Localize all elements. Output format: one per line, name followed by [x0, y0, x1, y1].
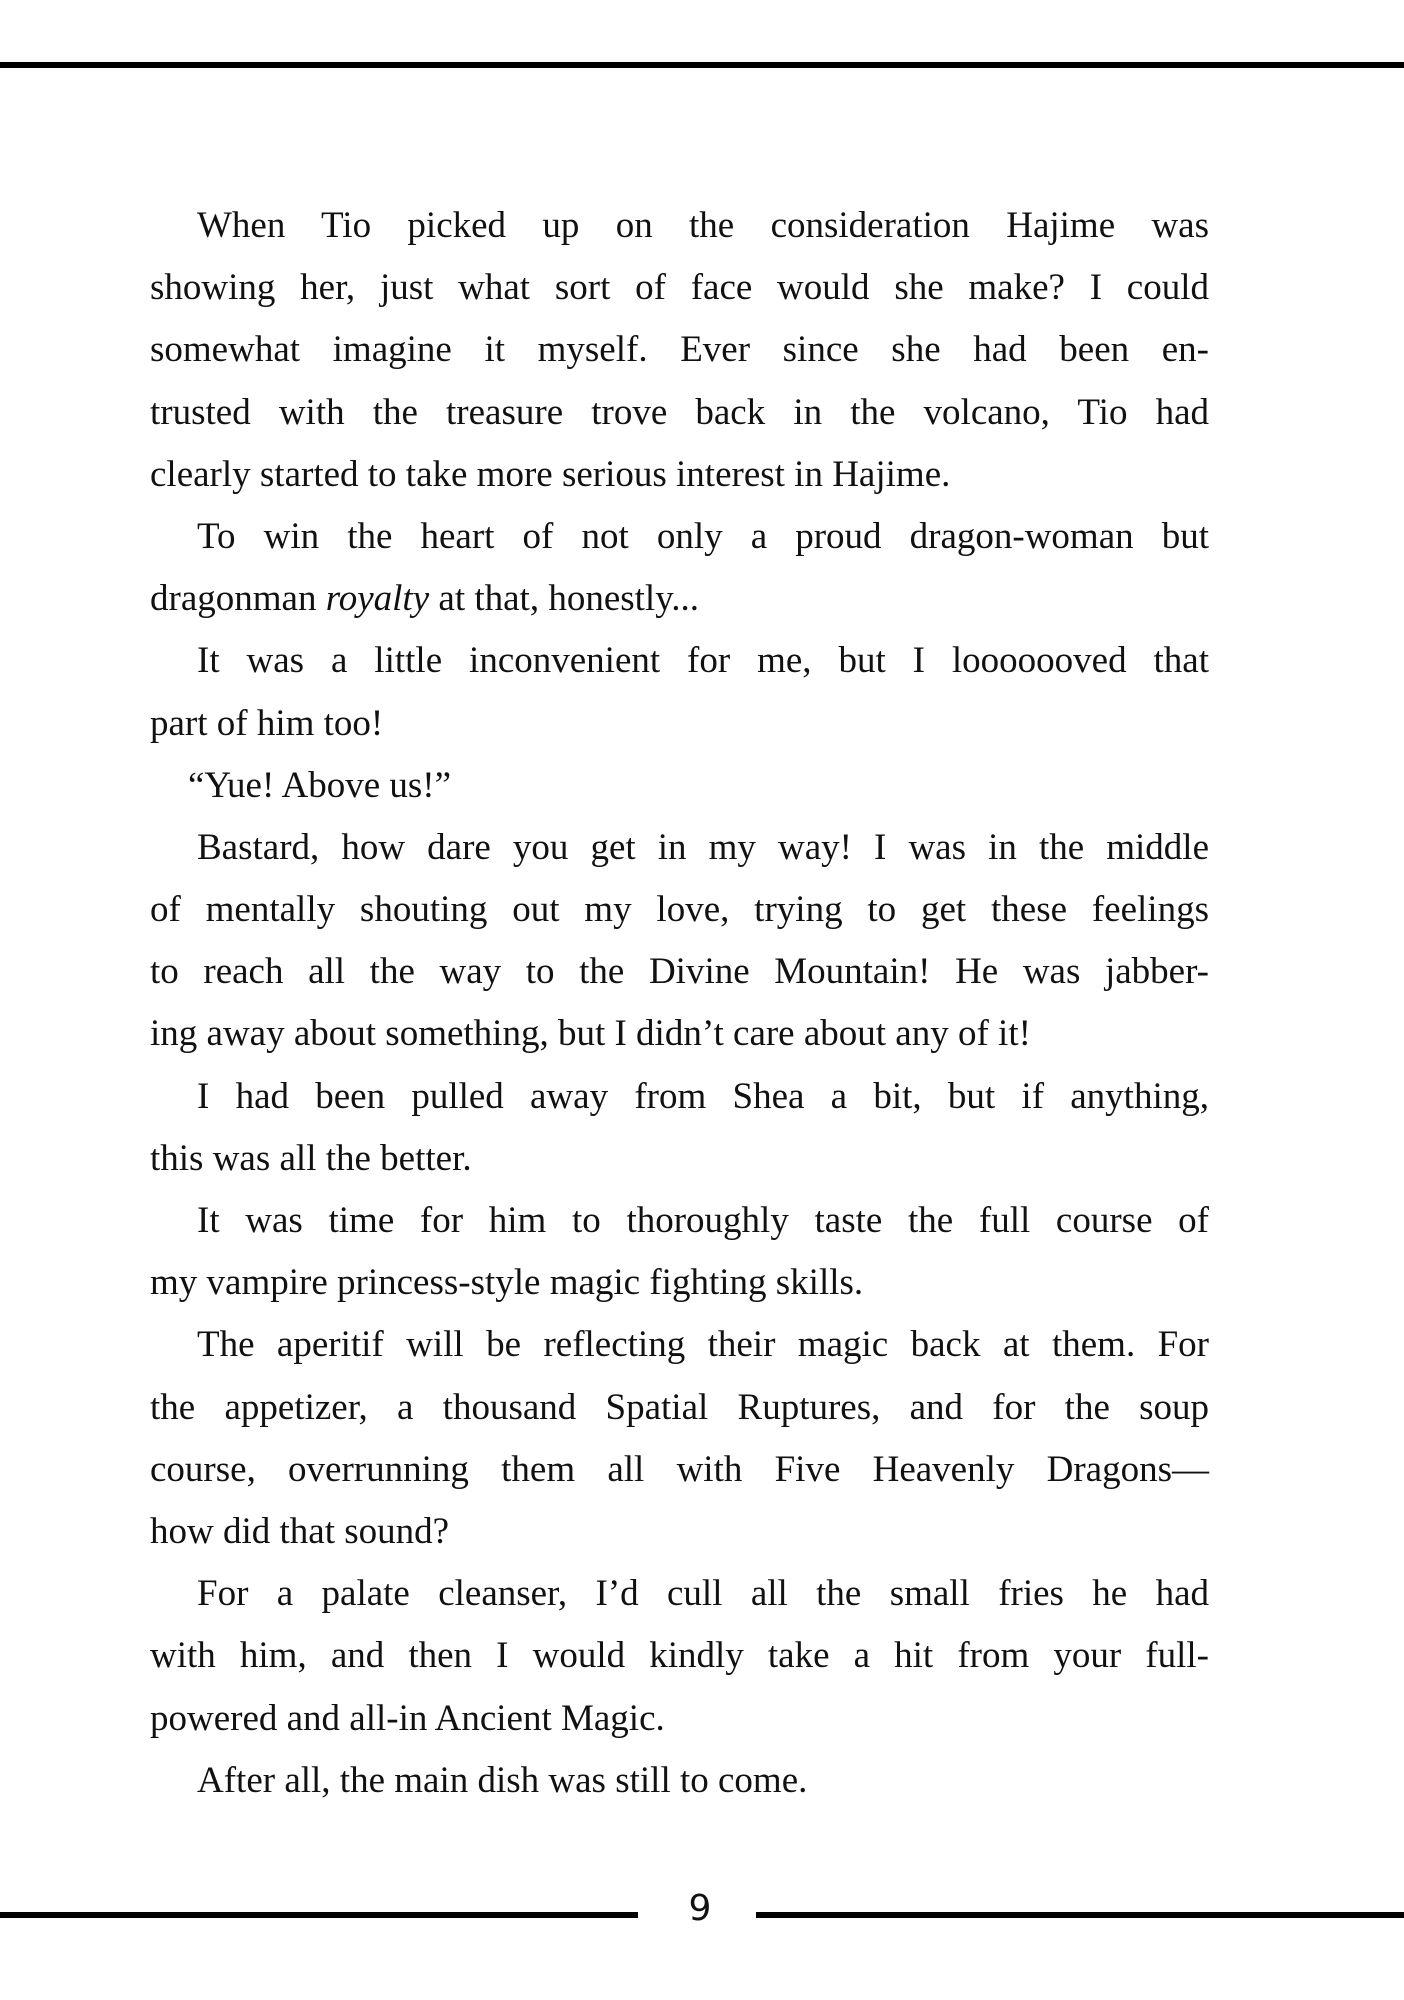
- text-span: at that, honestly...: [429, 578, 700, 620]
- text-line: [150, 1066, 1209, 1128]
- text-span: Bastard, how dare you get in my way! I was in the middle: [197, 826, 1209, 868]
- text-span: how did that sound?: [150, 1510, 450, 1552]
- footer-rule-left: [0, 1912, 638, 1918]
- text-line: [150, 1314, 1209, 1376]
- text-span: course, overrunning them all with Five Heavenly Dragons—: [150, 1448, 1209, 1490]
- text-line: [150, 1750, 1209, 1812]
- text-span: After all, the main dish was still to come.: [197, 1759, 808, 1801]
- text-span: part of him too!: [150, 702, 384, 744]
- text-line: [150, 693, 1209, 755]
- text-span: of mentally shouting out my love, trying to get these feelings: [150, 889, 1209, 931]
- header-rule: [0, 62, 1404, 68]
- text-span: this was all the better.: [150, 1137, 472, 1179]
- text-span: to reach all the way to the Divine Mountain! He was jabber-: [150, 951, 1209, 993]
- page-number: 9: [688, 1888, 712, 1929]
- text-line: [150, 1190, 1209, 1252]
- text-line: [150, 506, 1209, 568]
- text-line: [150, 630, 1209, 692]
- text-span: It was a little inconvenient for me, but I looooooved that: [197, 640, 1209, 682]
- footer-rule-right: [756, 1912, 1404, 1918]
- text-line: [150, 1439, 1209, 1501]
- body-text: [150, 195, 1209, 1812]
- text-line: [150, 195, 1209, 257]
- text-line: [150, 1501, 1209, 1563]
- text-span: The aperitif will be reflecting their magic back at them. For: [197, 1324, 1209, 1366]
- text-span: “Yue! Above us!”: [188, 764, 452, 806]
- text-line: [150, 1252, 1209, 1314]
- text-span: ing away about something, but I didn’t care about any of it!: [150, 1013, 1031, 1055]
- text-line: [150, 941, 1209, 1003]
- text-span: To win the heart of not only a proud dragon-woman but: [197, 515, 1209, 557]
- text-span: with him, and then I would kindly take a hit from your full-: [150, 1635, 1209, 1677]
- text-span: powered and all-in Ancient Magic.: [150, 1697, 665, 1739]
- text-line: [150, 568, 1209, 630]
- text-span: somewhat imagine it myself. Ever since she had been en-: [150, 329, 1209, 371]
- text-line: [150, 755, 1209, 817]
- text-line: [150, 1688, 1209, 1750]
- text-span: When Tio picked up on the consideration Hajime was: [197, 205, 1209, 246]
- text-span: trusted with the treasure trove back in the volcano, Tio had: [150, 391, 1209, 433]
- text-line: [150, 817, 1209, 879]
- text-span: For a palate cleanser, I’d cull all the small fries he had: [197, 1573, 1209, 1615]
- text-span: It was time for him to thoroughly taste the full course of: [197, 1200, 1209, 1241]
- text-line: [150, 879, 1209, 941]
- italic-text: royalty: [325, 578, 430, 620]
- text-line: [150, 1563, 1209, 1625]
- text-span: dragonman: [150, 578, 326, 620]
- text-span: my vampire princess-style magic fighting skills.: [150, 1262, 864, 1304]
- text-line: [150, 1377, 1209, 1439]
- text-line: [150, 257, 1209, 319]
- text-line: [150, 1128, 1209, 1190]
- text-span: showing her, just what sort of face would she make? I could: [150, 267, 1209, 309]
- text-line: [150, 382, 1209, 444]
- text-span: the appetizer, a thousand Spatial Ruptures, and for the soup: [150, 1386, 1209, 1428]
- text-span: I had been pulled away from Shea a bit, but if anything,: [197, 1075, 1209, 1117]
- text-line: [150, 1625, 1209, 1687]
- text-line: [150, 1003, 1209, 1065]
- text-span: clearly started to take more serious interest in Hajime.: [150, 453, 951, 495]
- text-line: [150, 319, 1209, 381]
- text-line: [150, 444, 1209, 506]
